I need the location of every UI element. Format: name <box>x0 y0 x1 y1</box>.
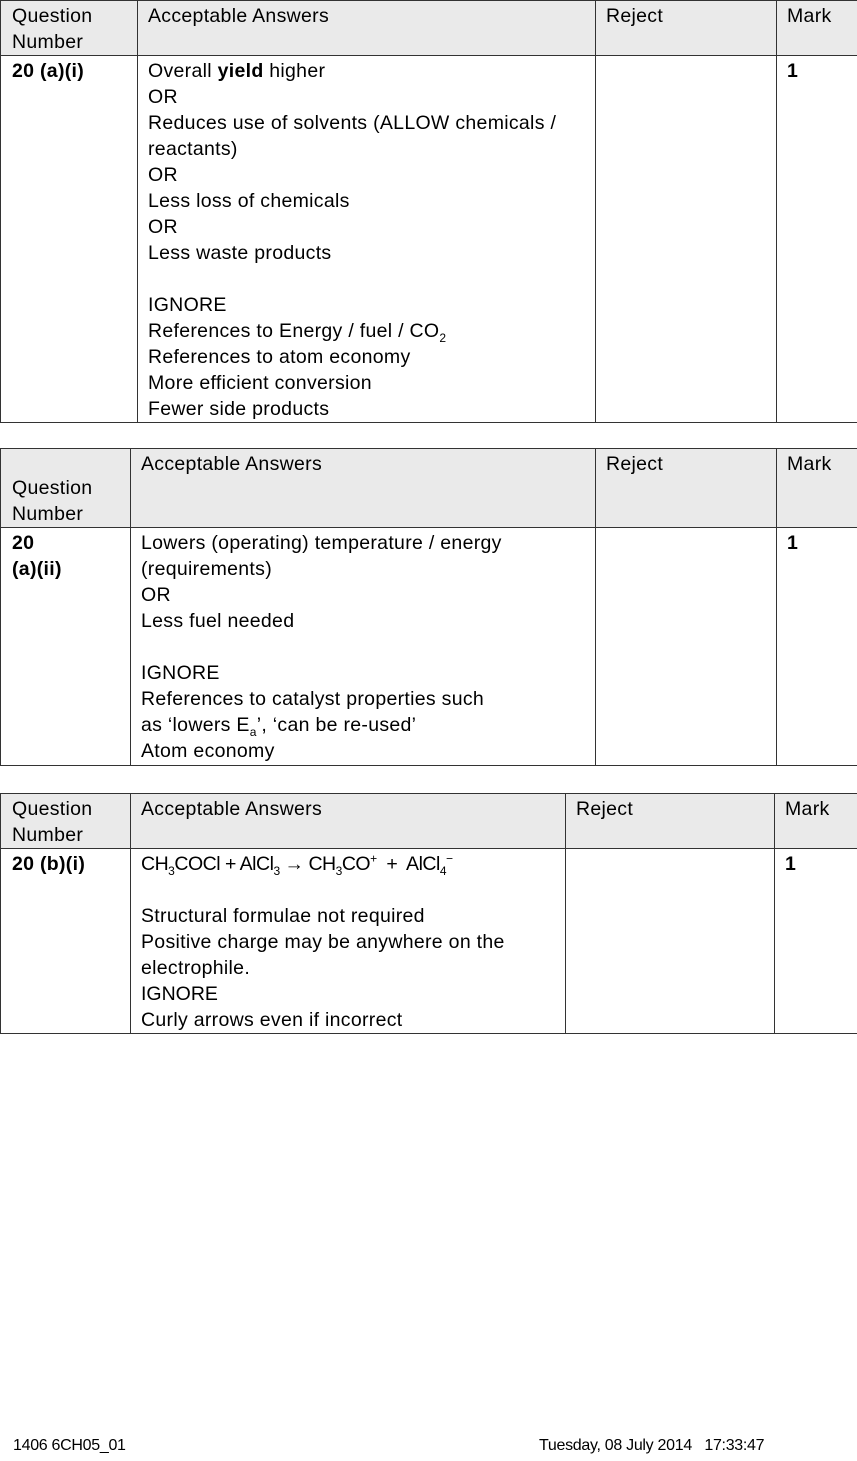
answer-line: References to catalyst properties such <box>141 688 485 710</box>
answer-line: References to Energy / fuel / $CO_2$ <box>148 320 447 345</box>
acceptable-answers-cell <box>131 528 596 766</box>
header-question-number: Question Number <box>1 794 131 849</box>
answer-line: Curly arrows even if incorrect <box>141 1009 403 1031</box>
mark-scheme-table-20a-i <box>0 0 857 423</box>
question-number: 20 (a)(ii) <box>1 528 131 766</box>
mark-scheme-table-20a-ii <box>0 448 857 766</box>
answer-line: Structural formulae not required <box>141 905 425 927</box>
mark-cell: 1 <box>777 528 857 766</box>
table-row <box>1 56 857 423</box>
emphasis-yield: yield <box>217 60 264 82</box>
header-question-number: Question Number <box>1 1 138 56</box>
blank-line <box>148 266 585 292</box>
answer-line-ignore: IGNORE <box>141 983 218 1005</box>
header-reject: Reject <box>566 794 775 849</box>
answer-line-ignore: IGNORE <box>148 294 227 316</box>
table-header-row <box>1 1 857 56</box>
header-mark: Mark <box>775 794 857 849</box>
question-number: 20 (a)(i) <box>1 56 138 423</box>
answer-line-ignore: IGNORE <box>141 662 220 684</box>
question-number: 20 (b)(i) <box>1 849 131 1034</box>
reject-cell <box>566 849 775 1034</box>
acceptable-answers-cell <box>138 56 596 423</box>
acceptable-answers-cell <box>131 849 566 1034</box>
chemical-equation: $CH_3COCl$ + AlCl$_3$ → $CH_3CO^+$ + AlCl$_4$− <box>141 851 453 878</box>
header-reject: Reject <box>596 1 777 56</box>
mark-scheme-table-20b-i <box>0 793 857 1034</box>
header-question-number: Question Number <box>1 449 131 528</box>
answer-line: Less waste products <box>148 242 332 264</box>
header-mark: Mark <box>777 449 857 528</box>
answer-line: References to atom economy <box>148 346 411 368</box>
header-mark: Mark <box>777 1 857 56</box>
header-acceptable-answers: Acceptable Answers <box>131 794 566 849</box>
footer-timestamp: Tuesday, 08 July 2014 17:33:47 <box>539 1437 765 1454</box>
answer-line: as ‘lowers $E_a$’, ‘can be re-used’ <box>141 714 417 739</box>
reject-cell <box>596 528 777 766</box>
header-acceptable-answers: Acceptable Answers <box>138 1 596 56</box>
answer-line: OR <box>148 86 178 108</box>
answer-line: OR <box>148 216 178 238</box>
mark-cell: 1 <box>775 849 857 1034</box>
table-header-row <box>1 794 857 849</box>
blank-line <box>141 877 555 903</box>
answer-line: OR <box>148 164 178 186</box>
answer-line: Less fuel needed <box>141 610 295 632</box>
answer-line: Lowers (operating) temperature / energy (requirements) <box>141 532 502 580</box>
answer-line: Positive charge may be anywhere on the electrophile. <box>141 931 505 979</box>
answer-line: Overall yield higher <box>148 60 326 82</box>
blank-line <box>141 634 585 660</box>
table-header-row <box>1 449 857 528</box>
answer-line: Less loss of chemicals <box>148 190 350 212</box>
answer-line: Fewer side products <box>148 398 330 420</box>
mark-cell: 1 <box>777 56 857 423</box>
footer-document-code: 1406 6CH05_01 <box>13 1437 126 1454</box>
answer-line: Reduces use of solvents (ALLOW chemicals / reactants) <box>148 112 557 160</box>
answer-line: Atom economy <box>141 740 275 762</box>
header-reject: Reject <box>596 449 777 528</box>
answer-line: OR <box>141 584 171 606</box>
answer-line: More efficient conversion <box>148 372 372 394</box>
table-row <box>1 849 857 1034</box>
reject-cell <box>596 56 777 423</box>
header-acceptable-answers: Acceptable Answers <box>131 449 596 528</box>
table-row <box>1 528 857 766</box>
